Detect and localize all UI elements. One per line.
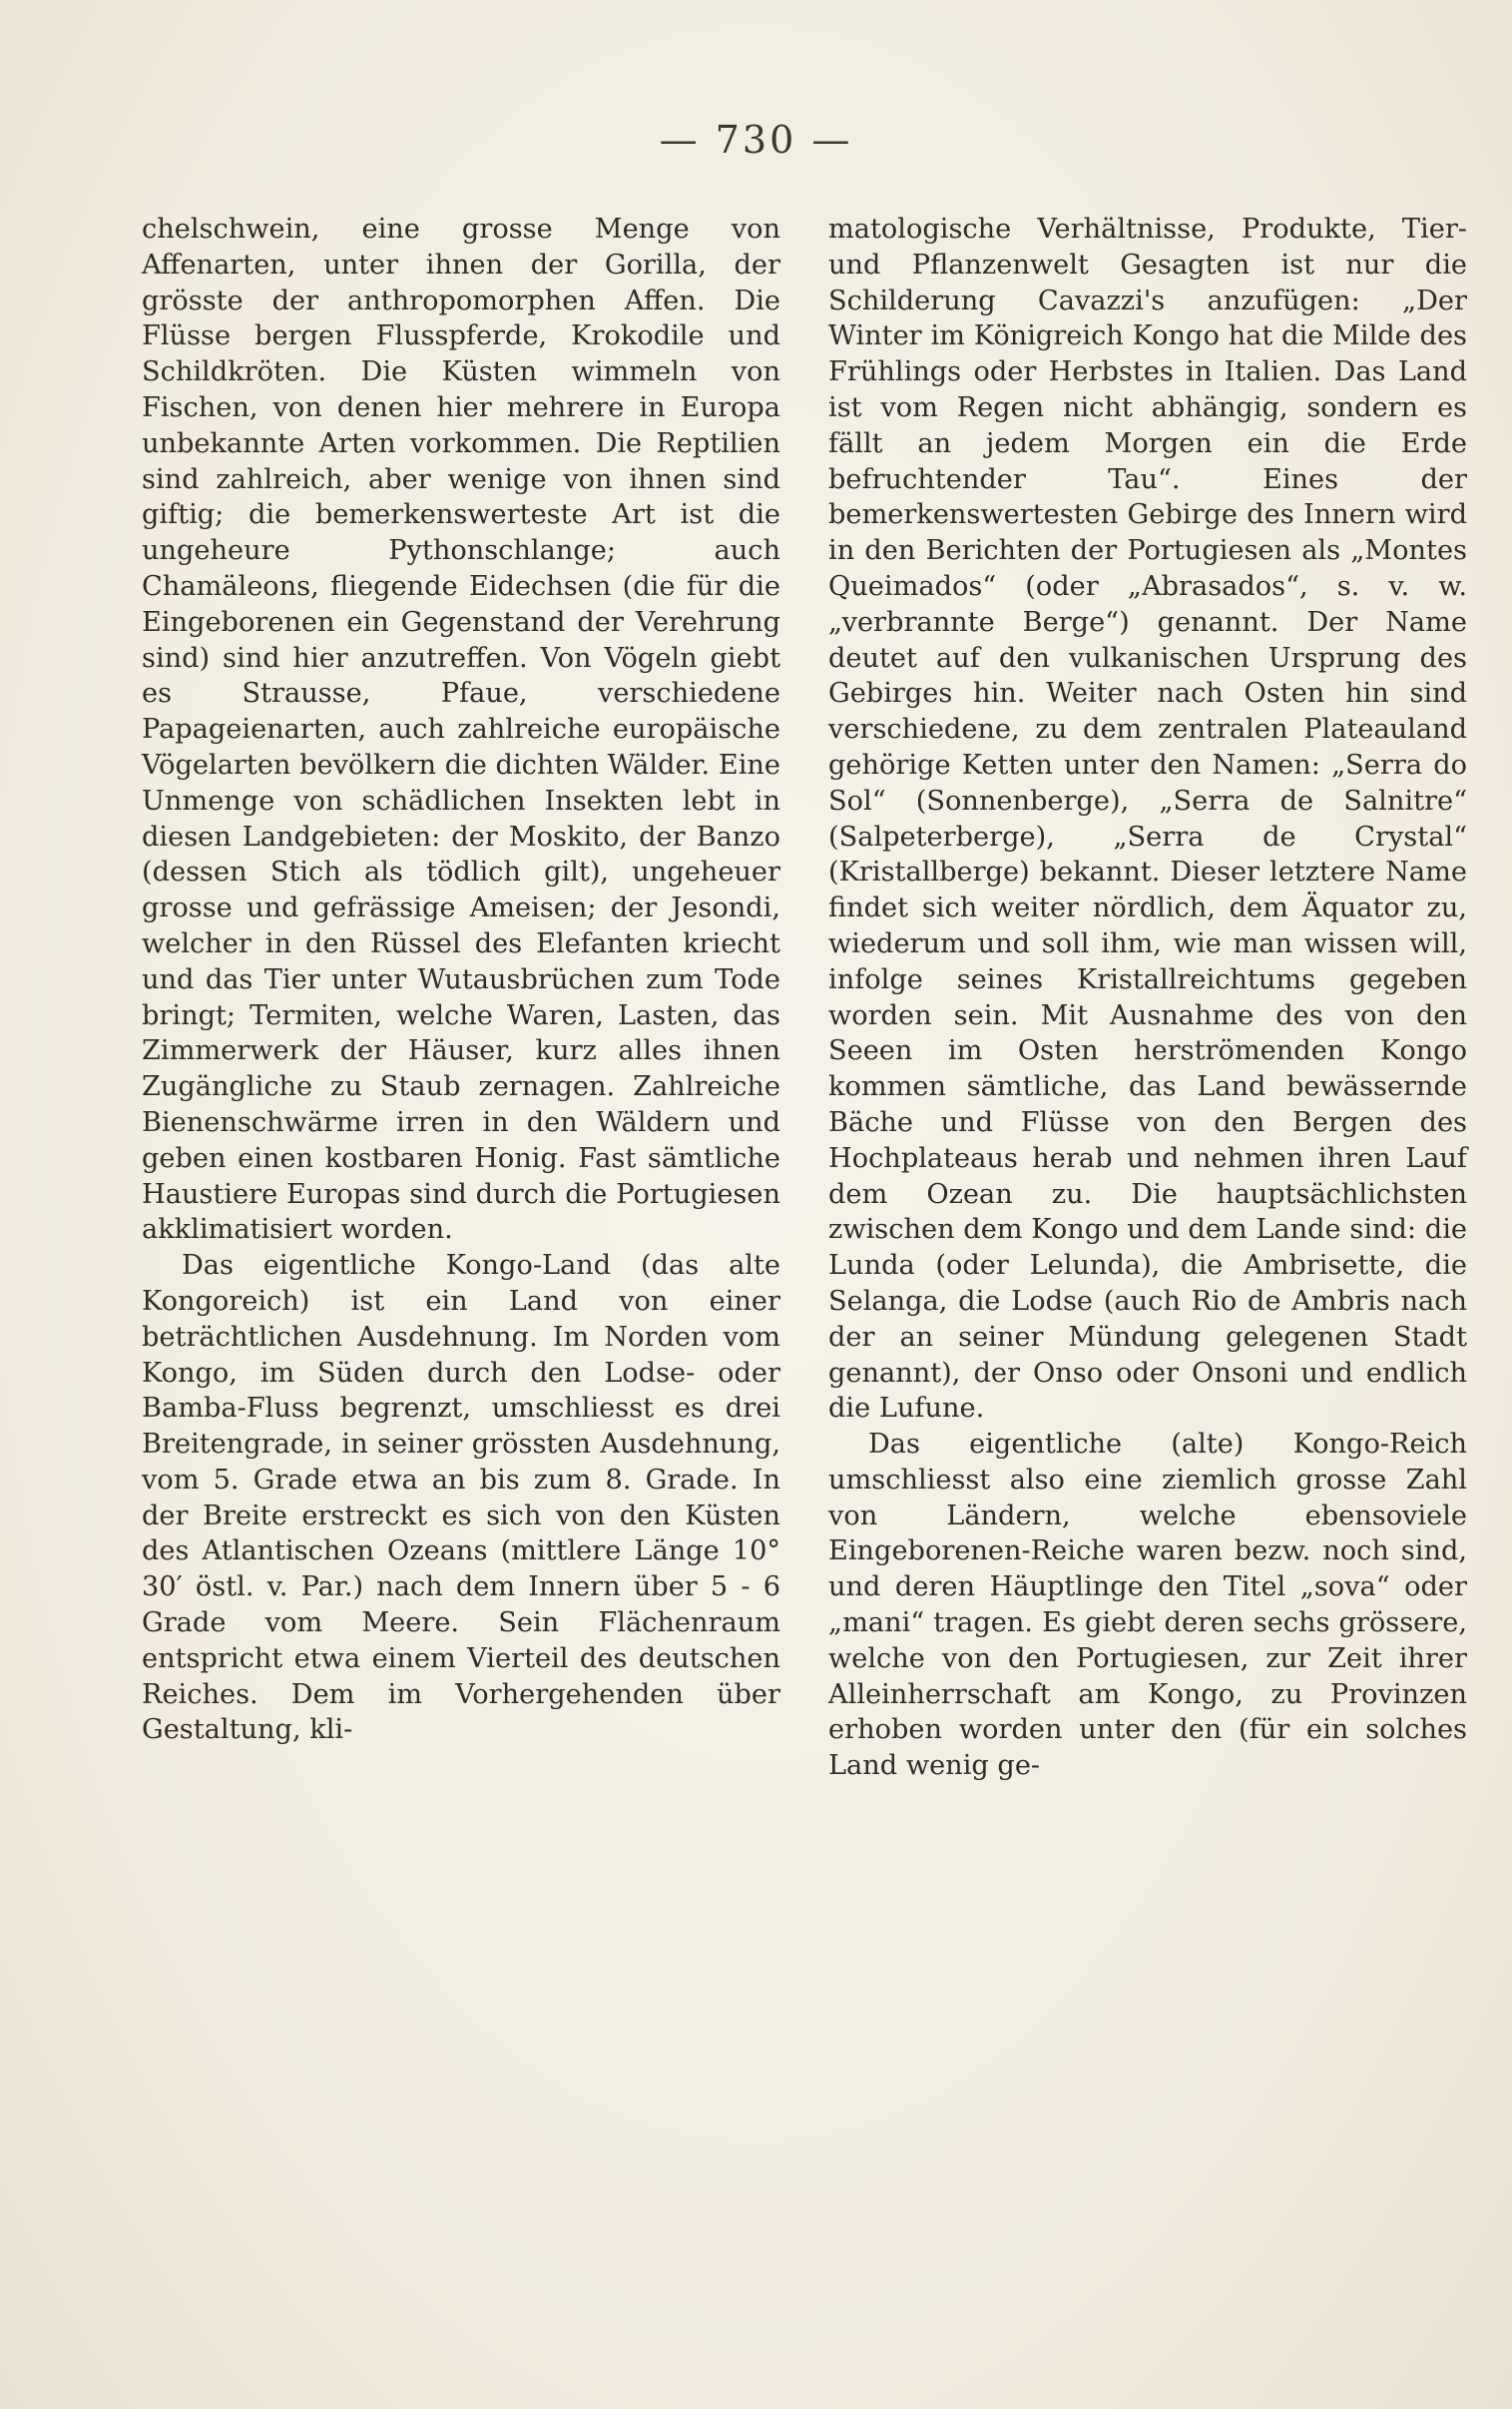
paragraph: chelschwein, eine grosse Menge von Affenarten, unter ihnen der Gorilla, der grösste der anthropomorphen Affen. Die Flüsse bergen Flusspferde, Krokodile und Schildkröten. Die Küsten wimmeln von Fischen, von denen hier mehrere in Europa unbekannte Arten vorkommen. Die Reptilien sind zahlreich, aber wenige von ihnen sind giftig; die bemerkenswerteste Art ist die ungeheure Pythonschlange; auch Chamäleons, fliegende Eidechsen (die für die Eingeborenen ein Gegenstand der Verehrung sind) sind hier anzutreffen. Von Vögeln giebt es Strausse, Pfaue, verschiedene Papageienarten, auch zahlreiche europäische Vögelarten bevölkern die dichten Wälder. Eine Unmenge von schädlichen Insekten lebt in diesen Landgebieten: der Moskito, der Banzo (dessen Stich als tödlich gilt), ungeheuer grosse und gefrässige Ameisen; der Jesondi, welcher in den Rüssel des Elefanten kriecht und das Tier unter Wutausbrüchen zum Tode bringt; Termiten, welche Waren, Lasten, das Zimmerwerk der Häuser, kurz alles ihnen Zugängliche zu Staub zernagen. Zahlreiche Bienenschwärme irren in den Wäldern und geben einen kostbaren Honig. Fast sämtliche Haustiere Europas sind durch die Portugiesen akklimatisiert worden. xyxy=(142,214,780,1246)
left-column xyxy=(142,212,780,1748)
page-number: — 730 — xyxy=(659,118,853,162)
paragraph: matologische Verhältnisse, Produkte, Tier- und Pflanzenwelt Gesagten ist nur die Schilderung Cavazzi's anzufügen: „Der Winter im Königreich Kongo hat die Milde des Frühlings oder Herbstes in Italien. Das Land ist vom Regen nicht abhängig, sondern es fällt an jedem Morgen ein die Erde befruchtender Tau“. Eines der bemerkenswertesten Gebirge des Innern wird in den Berichten der Portugiesen als „Montes Queimados“ (oder „Abrasados“, s. v. w. „verbrannte Berge“) genannt. Der Name deutet auf den vulkanischen Ursprung des Gebirges hin. Weiter nach Osten hin sind verschiedene, zu dem zentralen Plateauland gehörige Ketten unter den Namen: „Serra do Sol“ (Sonnenberge), „Serra de Salnitre“ (Salpeterberge), „Serra de Crystal“ (Kristallberge) bekannt. Dieser letztere Name findet sich weiter nördlich, dem Äquator zu, wiederum und soll ihm, wie man wissen will, infolge seines Kristallreichtums gegeben worden sein. Mit Ausnahme des von den Seeen im Osten herströmenden Kongo kommen sämtliche, das Land bewässernde Bäche und Flüsse von den Bergen des Hochplateaus herab und nehmen ihren Lauf dem Ozean zu. Die hauptsächlichsten zwischen dem Kongo und dem Lande sind: die Lunda (oder Lelunda), die Ambrisette, die Selanga, die Lodse (auch Rio de Ambris nach der an seiner Mündung gelegenen Stadt genannt), der Onso oder Onsoni und endlich die Lufune. xyxy=(828,214,1467,1425)
paragraph: Das eigentliche (alte) Kongo-Reich umschliesst also eine ziemlich grosse Zahl von Ländern, welche ebensoviele Eingeborenen-Reiche waren bezw. noch sind, und deren Häuptlinge den Titel „sova“ oder „mani“ tragen. Es giebt deren sechs grössere, welche von den Portugiesen, zur Zeit ihrer Alleinherrschaft am Kongo, zu Provinzen erhoben worden unter den (für ein solches Land wenig ge- xyxy=(828,1429,1467,1782)
paragraph: Das eigentliche Kongo-Land (das alte Kongoreich) ist ein Land von einer beträchtlichen Ausdehnung. Im Norden vom Kongo, im Süden durch den Lodse- oder Bamba-Fluss begrenzt, umschliesst es drei Breitengrade, in seiner grössten Ausdehnung, vom 5. Grade etwa an bis zum 8. Grade. In der Breite erstreckt es sich von den Küsten des Atlantischen Ozeans (mittlere Länge 10° 30′ östl. v. Par.) nach dem Innern über 5 - 6 Grade vom Meere. Sein Flächenraum entspricht etwa einem Vierteil des deutschen Reiches. Dem im Vorhergehenden über Gestaltung, kli- xyxy=(142,1250,780,1746)
right-column xyxy=(828,212,1467,1784)
